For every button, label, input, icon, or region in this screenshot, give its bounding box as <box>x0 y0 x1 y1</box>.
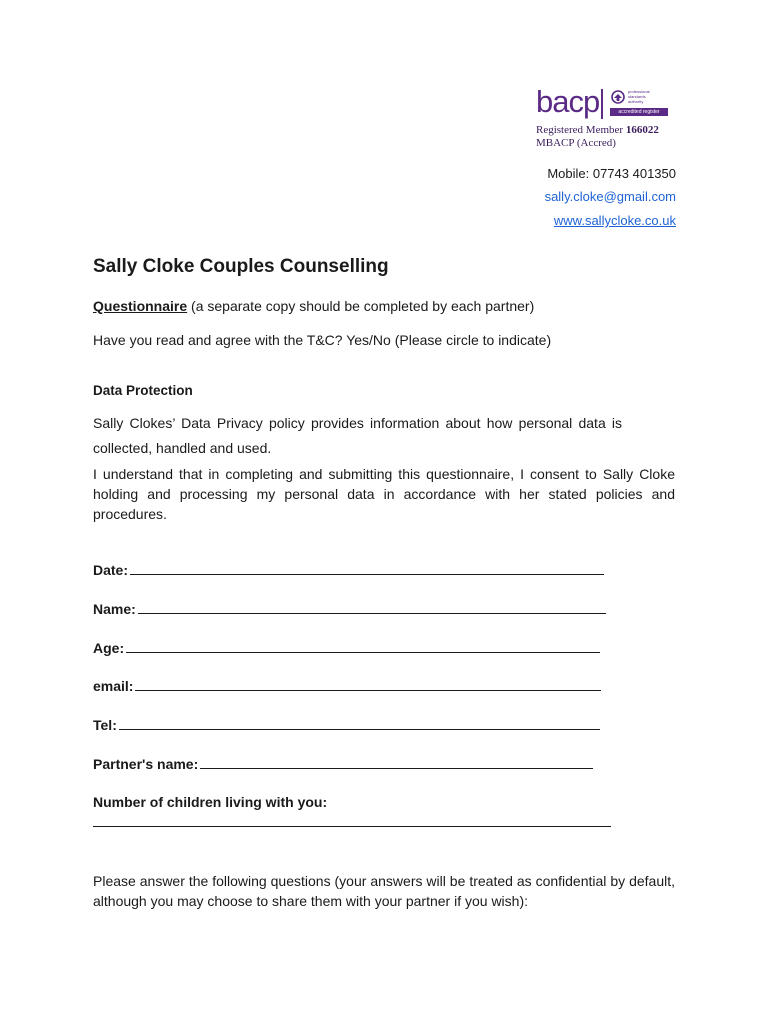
name-input-line[interactable] <box>138 601 606 614</box>
badge-line: professional <box>628 89 650 94</box>
accreditation-seal-icon <box>611 90 625 104</box>
children-label: Number of children living with you: <box>93 794 328 810</box>
age-label: Age: <box>93 640 125 656</box>
privacy-policy-line-1: Sally Clokes’ Data Privacy policy provides information about how personal data is <box>93 415 623 431</box>
questionnaire-label: Questionnaire <box>93 298 188 314</box>
email-label: email: <box>93 678 134 694</box>
website-link[interactable]: www.sallycloke.co.uk <box>553 213 676 228</box>
tel-label: Tel: <box>93 717 117 733</box>
bacp-wordmark: bacp <box>536 84 600 119</box>
membership-line: MBACP (Accred) <box>536 137 616 149</box>
date-field[interactable] <box>93 562 604 578</box>
badge-line: authority <box>628 99 644 104</box>
children-field <box>93 794 327 810</box>
date-input-line[interactable] <box>130 562 604 575</box>
questionnaire-note: (a separate copy should be completed by each partner) <box>187 298 535 314</box>
name-field[interactable] <box>93 601 606 617</box>
email-field[interactable] <box>93 678 601 694</box>
registered-label: Registered Member <box>536 124 624 136</box>
partner-name-input-line[interactable] <box>200 756 593 769</box>
consent-paragraph: I understand that in completing and submitting this questionnaire, I consent to Sally Cloke holding and processing my personal data in accordance with her stated policies and procedures. <box>93 466 675 522</box>
questionnaire-line <box>93 296 675 316</box>
badge-banner: accredited register <box>610 108 668 116</box>
email-input-line[interactable] <box>135 678 601 691</box>
registered-member-line <box>536 124 659 137</box>
data-protection-heading: Data Protection <box>93 383 193 398</box>
badge-line: standards <box>628 94 646 99</box>
children-input-line[interactable] <box>93 826 611 827</box>
email-link[interactable]: sally.cloke@gmail.com <box>544 189 676 204</box>
logo-divider <box>601 89 603 119</box>
page-title: Sally Cloke Couples Counselling <box>93 256 389 277</box>
privacy-policy-line-2: collected, handled and used. <box>93 440 272 456</box>
date-label: Date: <box>93 562 129 578</box>
partner-name-label: Partner's name: <box>93 756 199 772</box>
bacp-logo <box>534 86 684 154</box>
age-field[interactable] <box>93 640 600 656</box>
badge-text <box>628 89 650 104</box>
instructions-paragraph: Please answer the following questions (your answers will be treated as confidential by default, although you may choose to share them with your partner if you wish): <box>93 873 675 909</box>
tc-question: Have you read and agree with the T&C? Yes/No (Please circle to indicate) <box>93 332 552 348</box>
age-input-line[interactable] <box>126 640 600 653</box>
partner-name-field[interactable] <box>93 756 593 772</box>
registered-number: 166022 <box>625 124 659 136</box>
mobile-number: Mobile: 07743 401350 <box>547 166 676 181</box>
tel-input-line[interactable] <box>119 717 600 730</box>
name-label: Name: <box>93 601 136 617</box>
tel-field[interactable] <box>93 717 600 733</box>
